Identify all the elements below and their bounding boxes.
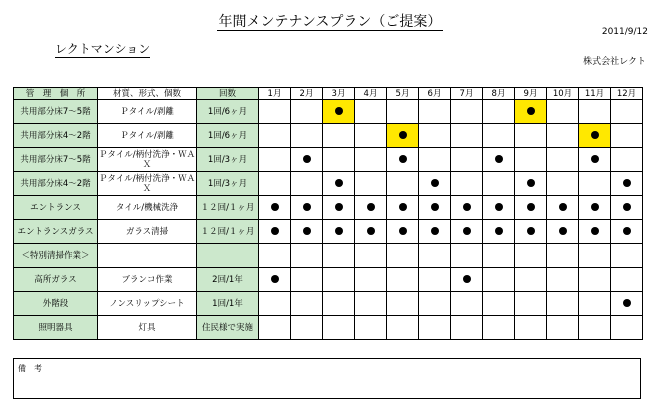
maintenance-table (13, 87, 643, 340)
month-cell (355, 196, 387, 220)
month-cell (291, 244, 323, 268)
month-cell (291, 124, 323, 148)
scheduled-dot (335, 107, 343, 115)
month-cell (451, 244, 483, 268)
table-row (14, 124, 643, 148)
scheduled-dot (367, 227, 375, 235)
scheduled-dot (559, 203, 567, 211)
month-cell (291, 148, 323, 172)
table-row (14, 292, 643, 316)
row-material: タイル/機械洗浄 (98, 196, 197, 220)
scheduled-dot (527, 227, 535, 235)
month-cell (611, 100, 643, 124)
month-cell (355, 244, 387, 268)
month-cell (515, 100, 547, 124)
row-frequency: 1回/3ヶ月 (197, 172, 259, 196)
month-cell (323, 148, 355, 172)
month-cell (291, 316, 323, 340)
row-location: 照明器具 (14, 316, 98, 340)
scheduled-dot (591, 203, 599, 211)
month-cell (419, 220, 451, 244)
month-cell (579, 196, 611, 220)
month-cell (419, 148, 451, 172)
month-cell (483, 124, 515, 148)
month-cell (547, 292, 579, 316)
header-month: 2月 (291, 88, 323, 100)
scheduled-dot (495, 203, 503, 211)
month-cell (291, 100, 323, 124)
month-cell (611, 148, 643, 172)
remarks-box (13, 358, 641, 399)
row-frequency: 1回/3ヶ月 (197, 148, 259, 172)
row-frequency: 1回/1年 (197, 292, 259, 316)
month-cell (259, 220, 291, 244)
month-cell (515, 244, 547, 268)
scheduled-dot (527, 179, 535, 187)
month-cell (451, 172, 483, 196)
month-cell (579, 172, 611, 196)
month-cell (419, 244, 451, 268)
row-location: 外階段 (14, 292, 98, 316)
header-month: 10月 (547, 88, 579, 100)
month-cell (355, 316, 387, 340)
month-cell (323, 100, 355, 124)
month-cell (419, 196, 451, 220)
table-row (14, 244, 643, 268)
scheduled-dot (431, 203, 439, 211)
remarks-label: 備 考 (18, 364, 42, 373)
row-location: 高所ガラス (14, 268, 98, 292)
scheduled-dot (335, 203, 343, 211)
row-location: エントランス (14, 196, 98, 220)
scheduled-dot (463, 203, 471, 211)
month-cell (387, 148, 419, 172)
month-cell (547, 124, 579, 148)
scheduled-dot (431, 227, 439, 235)
month-cell (355, 220, 387, 244)
month-cell (547, 244, 579, 268)
header-location: 管 理 個 所 (14, 88, 98, 100)
table-row (14, 196, 643, 220)
month-cell (419, 316, 451, 340)
month-cell (547, 316, 579, 340)
row-material: ブランコ作業 (98, 268, 197, 292)
header-month: 4月 (355, 88, 387, 100)
table-row (14, 148, 643, 172)
month-cell (355, 124, 387, 148)
month-cell (387, 268, 419, 292)
month-cell (323, 196, 355, 220)
month-cell (547, 148, 579, 172)
month-cell (483, 148, 515, 172)
month-cell (547, 220, 579, 244)
month-cell (451, 316, 483, 340)
row-material: Ｐタイル/柄付洗浄・ＷＡＸ (98, 173, 196, 194)
row-frequency: 1回/6ヶ月 (197, 124, 259, 148)
month-cell (323, 316, 355, 340)
month-cell (323, 124, 355, 148)
month-cell (259, 148, 291, 172)
month-cell (387, 292, 419, 316)
row-material: ノンスリップシート (98, 292, 197, 316)
row-frequency: 1回/6ヶ月 (197, 100, 259, 124)
scheduled-dot (623, 179, 631, 187)
scheduled-dot (623, 227, 631, 235)
row-material: 灯具 (98, 316, 197, 340)
row-frequency: １２回/１ヶ月 (197, 196, 259, 220)
header-month: 7月 (451, 88, 483, 100)
scheduled-dot (463, 275, 471, 283)
header-month: 8月 (483, 88, 515, 100)
header-row (14, 88, 643, 100)
scheduled-dot (591, 155, 599, 163)
scheduled-dot (527, 107, 535, 115)
month-cell (611, 124, 643, 148)
month-cell (451, 292, 483, 316)
month-cell (451, 100, 483, 124)
table-row (14, 316, 643, 340)
scheduled-dot (623, 299, 631, 307)
scheduled-dot (335, 227, 343, 235)
month-cell (611, 316, 643, 340)
month-cell (323, 292, 355, 316)
row-location: 共用部分床7～5階 (14, 148, 98, 172)
month-cell (483, 100, 515, 124)
scheduled-dot (367, 203, 375, 211)
row-frequency: 2回/1年 (197, 268, 259, 292)
month-cell (515, 172, 547, 196)
building-name: レクトマンション (55, 42, 151, 56)
header-material: 材質、形式、個数 (98, 88, 197, 100)
month-cell (547, 268, 579, 292)
table-row (14, 268, 643, 292)
month-cell (611, 196, 643, 220)
month-cell (259, 292, 291, 316)
scheduled-dot (463, 227, 471, 235)
scheduled-dot (431, 179, 439, 187)
row-frequency: 住民様で実施 (197, 316, 259, 340)
month-cell (483, 268, 515, 292)
month-cell (579, 220, 611, 244)
month-cell (291, 220, 323, 244)
month-cell (515, 220, 547, 244)
month-cell (419, 124, 451, 148)
month-cell (291, 292, 323, 316)
month-cell (323, 268, 355, 292)
month-cell (483, 196, 515, 220)
header-month: 3月 (323, 88, 355, 100)
month-cell (579, 148, 611, 172)
month-cell (611, 268, 643, 292)
company-name: 株式会社レクト (583, 57, 646, 67)
row-location: エントランスガラス (14, 220, 98, 244)
month-cell (291, 196, 323, 220)
row-material: Ｐタイル/剥離 (98, 100, 197, 124)
scheduled-dot (303, 203, 311, 211)
month-cell (579, 244, 611, 268)
row-material: Ｐタイル/柄付洗浄・ＷＡＸ (98, 149, 196, 170)
row-location: ＜特別清掃作業＞ (14, 244, 98, 268)
date: 2011/9/12 (601, 27, 648, 37)
scheduled-dot (623, 203, 631, 211)
month-cell (611, 220, 643, 244)
table-row (14, 220, 643, 244)
row-location: 共用部分床4～2階 (14, 172, 98, 196)
scheduled-dot (399, 203, 407, 211)
month-cell (515, 196, 547, 220)
scheduled-dot (399, 227, 407, 235)
scheduled-dot (303, 227, 311, 235)
month-cell (259, 268, 291, 292)
month-cell (579, 316, 611, 340)
month-cell (387, 100, 419, 124)
row-frequency: １２回/１ヶ月 (197, 220, 259, 244)
month-cell (515, 268, 547, 292)
month-cell (323, 172, 355, 196)
month-cell (483, 172, 515, 196)
month-cell (611, 292, 643, 316)
scheduled-dot (271, 275, 279, 283)
header-month: 9月 (515, 88, 547, 100)
scheduled-dot (271, 203, 279, 211)
month-cell (579, 268, 611, 292)
month-cell (259, 100, 291, 124)
scheduled-dot (335, 179, 343, 187)
month-cell (259, 124, 291, 148)
header-month: 1月 (259, 88, 291, 100)
row-material: Ｐタイル/剥離 (98, 124, 197, 148)
month-cell (451, 220, 483, 244)
month-cell (387, 172, 419, 196)
month-cell (611, 244, 643, 268)
month-cell (515, 292, 547, 316)
row-material: ガラス清掃 (98, 220, 197, 244)
row-material (98, 244, 197, 268)
month-cell (259, 316, 291, 340)
month-cell (323, 244, 355, 268)
month-cell (611, 172, 643, 196)
month-cell (355, 148, 387, 172)
month-cell (387, 124, 419, 148)
month-cell (547, 100, 579, 124)
month-cell (419, 172, 451, 196)
month-cell (291, 172, 323, 196)
month-cell (259, 244, 291, 268)
month-cell (355, 292, 387, 316)
month-cell (387, 244, 419, 268)
scheduled-dot (495, 227, 503, 235)
month-cell (355, 268, 387, 292)
month-cell (547, 172, 579, 196)
month-cell (483, 292, 515, 316)
month-cell (355, 100, 387, 124)
table-row (14, 100, 643, 124)
month-cell (387, 316, 419, 340)
month-cell (579, 292, 611, 316)
row-location: 共用部分床7～5階 (14, 100, 98, 124)
month-cell (451, 268, 483, 292)
scheduled-dot (591, 131, 599, 139)
month-cell (259, 196, 291, 220)
plan-title (0, 11, 660, 31)
header-month: 12月 (611, 88, 643, 100)
header-frequency: 回数 (197, 88, 259, 100)
month-cell (419, 100, 451, 124)
month-cell (387, 196, 419, 220)
month-cell (387, 220, 419, 244)
header-month: 5月 (387, 88, 419, 100)
month-cell (579, 124, 611, 148)
scheduled-dot (399, 155, 407, 163)
month-cell (259, 172, 291, 196)
title-text: 年間メンテナンスプラン（ご提案） (218, 14, 442, 30)
month-cell (515, 124, 547, 148)
month-cell (483, 316, 515, 340)
month-cell (579, 100, 611, 124)
scheduled-dot (303, 155, 311, 163)
month-cell (451, 196, 483, 220)
scheduled-dot (399, 131, 407, 139)
month-cell (547, 196, 579, 220)
header-month: 11月 (579, 88, 611, 100)
row-location: 共用部分床4～2階 (14, 124, 98, 148)
month-cell (515, 148, 547, 172)
month-cell (291, 268, 323, 292)
month-cell (419, 292, 451, 316)
month-cell (451, 148, 483, 172)
month-cell (483, 244, 515, 268)
scheduled-dot (591, 227, 599, 235)
month-cell (323, 220, 355, 244)
month-cell (355, 172, 387, 196)
month-cell (483, 220, 515, 244)
scheduled-dot (495, 155, 503, 163)
month-cell (515, 316, 547, 340)
scheduled-dot (271, 227, 279, 235)
row-frequency (197, 244, 259, 268)
month-cell (419, 268, 451, 292)
scheduled-dot (559, 227, 567, 235)
scheduled-dot (527, 203, 535, 211)
table-row (14, 172, 643, 196)
header-month: 6月 (419, 88, 451, 100)
month-cell (451, 124, 483, 148)
